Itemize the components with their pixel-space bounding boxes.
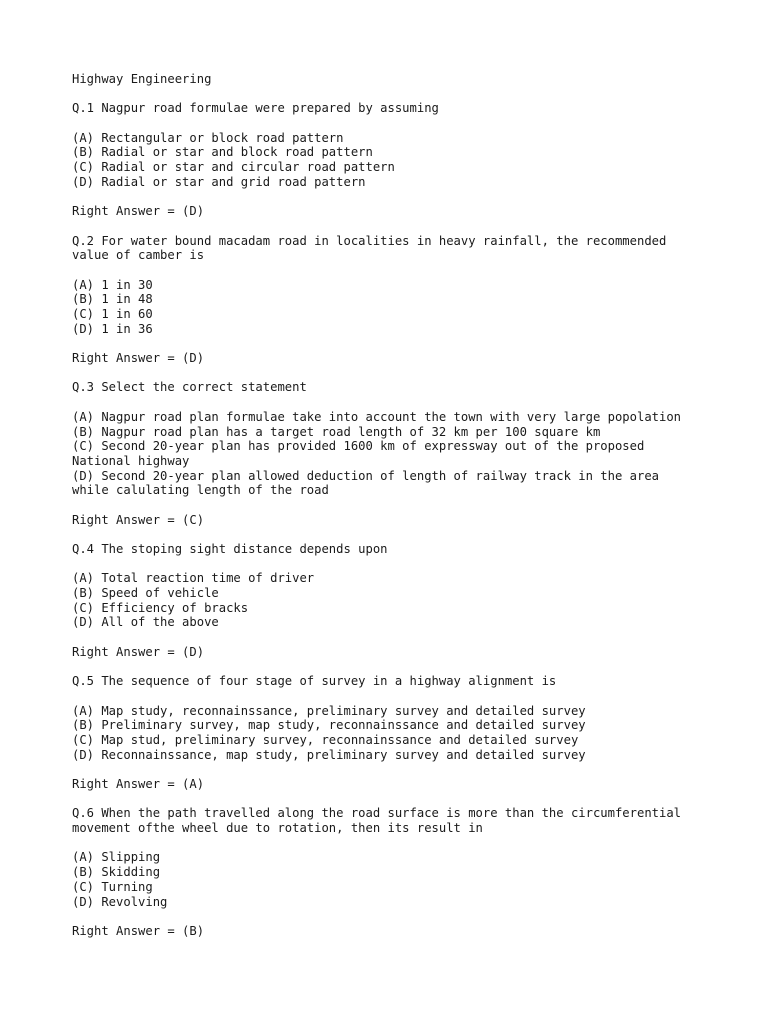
right-answer: Right Answer = (B) (72, 923, 205, 938)
option-b: (B) Nagpur road plan has a target road length of 32 km per 100 square km (72, 424, 601, 439)
option-d-continued: while calulating length of the road (72, 483, 329, 498)
spacer (72, 909, 712, 924)
option-b: (B) Speed of vehicle (72, 586, 219, 601)
spacer (72, 689, 712, 704)
spacer (72, 336, 712, 351)
spacer (72, 263, 712, 278)
question-text: Q.2 For water bound macadam road in localities in heavy rainfall, the recommended (72, 233, 667, 248)
spacer (72, 630, 712, 645)
spacer (72, 762, 712, 777)
option-d: (D) Second 20-year plan allowed deduction of length of railway track in the area (72, 468, 659, 483)
question-block-4 (72, 542, 712, 674)
spacer (72, 660, 712, 675)
option-d: (D) Revolving (72, 894, 168, 909)
option-a: (A) Slipping (72, 850, 161, 865)
question-text: Q.1 Nagpur road formulae were prepared by assuming (72, 101, 439, 116)
option-d: (D) 1 in 36 (72, 321, 153, 336)
question-block-1 (72, 101, 712, 233)
question-text-continued: movement ofthe wheel due to rotation, then its result in (72, 821, 483, 836)
spacer (72, 116, 712, 131)
question-block-6 (72, 806, 712, 938)
option-a: (A) Total reaction time of driver (72, 571, 315, 586)
spacer (72, 87, 712, 102)
option-d: (D) Reconnainssance, map study, preliminary survey and detailed survey (72, 747, 586, 762)
option-d: (D) Radial or star and grid road pattern (72, 174, 366, 189)
option-b: (B) Skidding (72, 865, 161, 880)
spacer (72, 498, 712, 513)
option-c: (C) Efficiency of bracks (72, 600, 249, 615)
option-c: (C) Map stud, preliminary survey, reconnainssance and detailed survey (72, 732, 579, 747)
right-answer: Right Answer = (D) (72, 644, 205, 659)
question-block-5 (72, 674, 712, 806)
question-text: Q.5 The sequence of four stage of survey in a highway alignment is (72, 674, 557, 689)
option-a: (A) 1 in 30 (72, 277, 153, 292)
spacer (72, 836, 712, 851)
right-answer: Right Answer = (D) (72, 351, 205, 366)
question-text: Q.4 The stoping sight distance depends upon (72, 542, 388, 556)
spacer (72, 190, 712, 205)
spacer (72, 219, 712, 234)
document-page (72, 72, 712, 939)
option-b: (B) 1 in 48 (72, 292, 153, 307)
option-c: (C) 1 in 60 (72, 307, 153, 321)
document-title: Highway Engineering (72, 72, 212, 86)
question-block-3 (72, 380, 712, 542)
right-answer: Right Answer = (A) (72, 777, 205, 791)
option-a: (A) Rectangular or block road pattern (72, 130, 344, 145)
right-answer: Right Answer = (C) (72, 512, 205, 527)
option-d: (D) All of the above (72, 615, 219, 630)
spacer (72, 792, 712, 807)
question-text: Q.3 Select the correct statement (72, 380, 307, 395)
option-a: (A) Map study, reconnainssance, preliminary survey and detailed survey (72, 703, 586, 718)
option-b: (B) Preliminary survey, map study, reconnainssance and detailed survey (72, 718, 586, 733)
question-text: Q.6 When the path travelled along the road surface is more than the circumferential (72, 806, 682, 821)
option-c: (C) Second 20-year plan has provided 1600 km of expressway out of the proposed (72, 439, 645, 454)
option-c: (C) Radial or star and circular road pattern (72, 160, 395, 175)
option-c-continued: National highway (72, 453, 190, 468)
spacer (72, 557, 712, 572)
spacer (72, 395, 712, 410)
option-a: (A) Nagpur road plan formulae take into account the town with very large popolation (72, 409, 682, 424)
spacer (72, 366, 712, 381)
right-answer: Right Answer = (D) (72, 204, 205, 219)
question-block-2 (72, 234, 712, 381)
option-b: (B) Radial or star and block road pattern (72, 145, 373, 160)
question-text-continued: value of camber is (72, 248, 205, 263)
option-c: (C) Turning (72, 879, 153, 894)
spacer (72, 527, 712, 542)
